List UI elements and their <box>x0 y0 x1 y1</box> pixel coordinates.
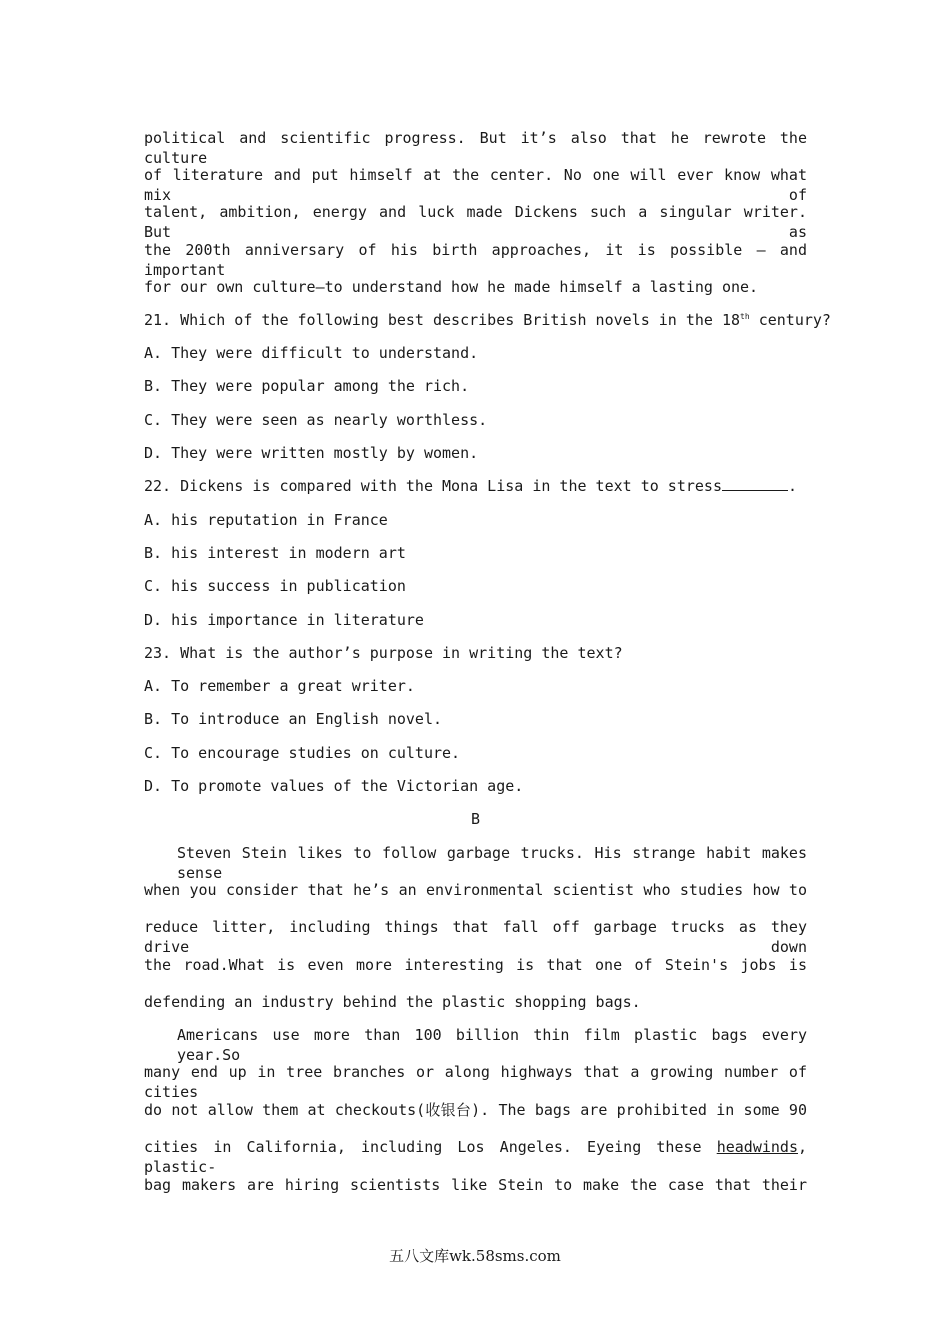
passage-b-p1-line-1: Steven Stein likes to follow garbage trucks. His strange habit makes sense <box>177 844 807 882</box>
passage-b-p2-line-4 <box>144 1137 808 1176</box>
underlined-word-headwinds: headwinds <box>716 1138 798 1156</box>
passage-b-p2-line-3: do not allow them at checkouts(收银台). The bags are prohibited in some 90 <box>144 1101 807 1119</box>
passage-b-p1-line-5: defending an industry behind the plastic shopping bags. <box>144 993 641 1011</box>
q22-option-d: D. his importance in literature <box>144 611 424 629</box>
answer-blank <box>722 476 788 491</box>
q21-option-c: C. They were seen as nearly worthless. <box>144 411 488 429</box>
q22-option-a: A. his reputation in France <box>144 511 388 529</box>
passage-a-line-5: for our own culture—to understand how he made himself a lasting one. <box>144 278 759 296</box>
passage-b-p1-line-4: the road.What is even more interesting is that one of Stein's jobs is <box>144 956 807 974</box>
p2-line4-before: cities in California, including Los Angeles. Eyeing these <box>144 1138 702 1156</box>
q21-stem-before: 21. Which of the following best describes British novels in the 18 <box>144 311 741 329</box>
passage-b-p1-line-3: reduce litter, including things that fall off garbage trucks as they drive down <box>144 918 807 956</box>
p2-line4-after: , plastic- <box>144 1138 808 1176</box>
passage-b-p2-line-2: many end up in tree branches or along highways that a growing number of cities <box>144 1063 807 1101</box>
passage-a-line-4: the 200th anniversary of his birth approaches, it is possible — and important <box>144 241 807 279</box>
passage-a-line-2: of literature and put himself at the center. No one will ever know what mix of <box>144 166 807 204</box>
passage-b-p1-line-2: when you consider that he’s an environmental scientist who studies how to <box>144 881 807 899</box>
q21-stem-after: century? <box>749 311 831 329</box>
q22-option-b: B. his interest in modern art <box>144 544 406 562</box>
q22-stem: 22. Dickens is compared with the Mona Lisa in the text to stress <box>144 477 722 495</box>
question-23-stem: 23. What is the author’s purpose in writing the text? <box>144 644 623 662</box>
passage-a-line-1: political and scientific progress. But it’s also that he rewrote the culture <box>144 129 807 167</box>
q23-option-a: A. To remember a great writer. <box>144 677 415 695</box>
question-22-stem <box>144 476 807 496</box>
q23-option-b: B. To introduce an English novel. <box>144 710 443 728</box>
q21-option-b: B. They were popular among the rich. <box>144 377 470 395</box>
q23-option-d: D. To promote values of the Victorian age. <box>144 777 524 795</box>
q21-option-a: A. They were difficult to understand. <box>144 344 479 362</box>
q22-option-c: C. his success in publication <box>144 577 406 595</box>
passage-b-p2-line-1: Americans use more than 100 billion thin film plastic bags every year.So <box>177 1026 807 1064</box>
q21-option-d: D. They were written mostly by women. <box>144 444 479 462</box>
q23-option-c: C. To encourage studies on culture. <box>144 744 461 762</box>
q22-stem-end: . <box>787 477 797 495</box>
question-21-stem <box>144 310 831 330</box>
passage-a-line-3: talent, ambition, energy and luck made Dickens such a singular writer. But as <box>144 203 807 241</box>
q21-stem-sup: th <box>740 312 750 321</box>
section-b-heading: B <box>470 810 481 828</box>
passage-b-p2-line-5: bag makers are hiring scientists like Stein to make the case that their <box>144 1176 807 1194</box>
footer-source: 五八文库wk.58sms.com <box>389 1247 561 1265</box>
